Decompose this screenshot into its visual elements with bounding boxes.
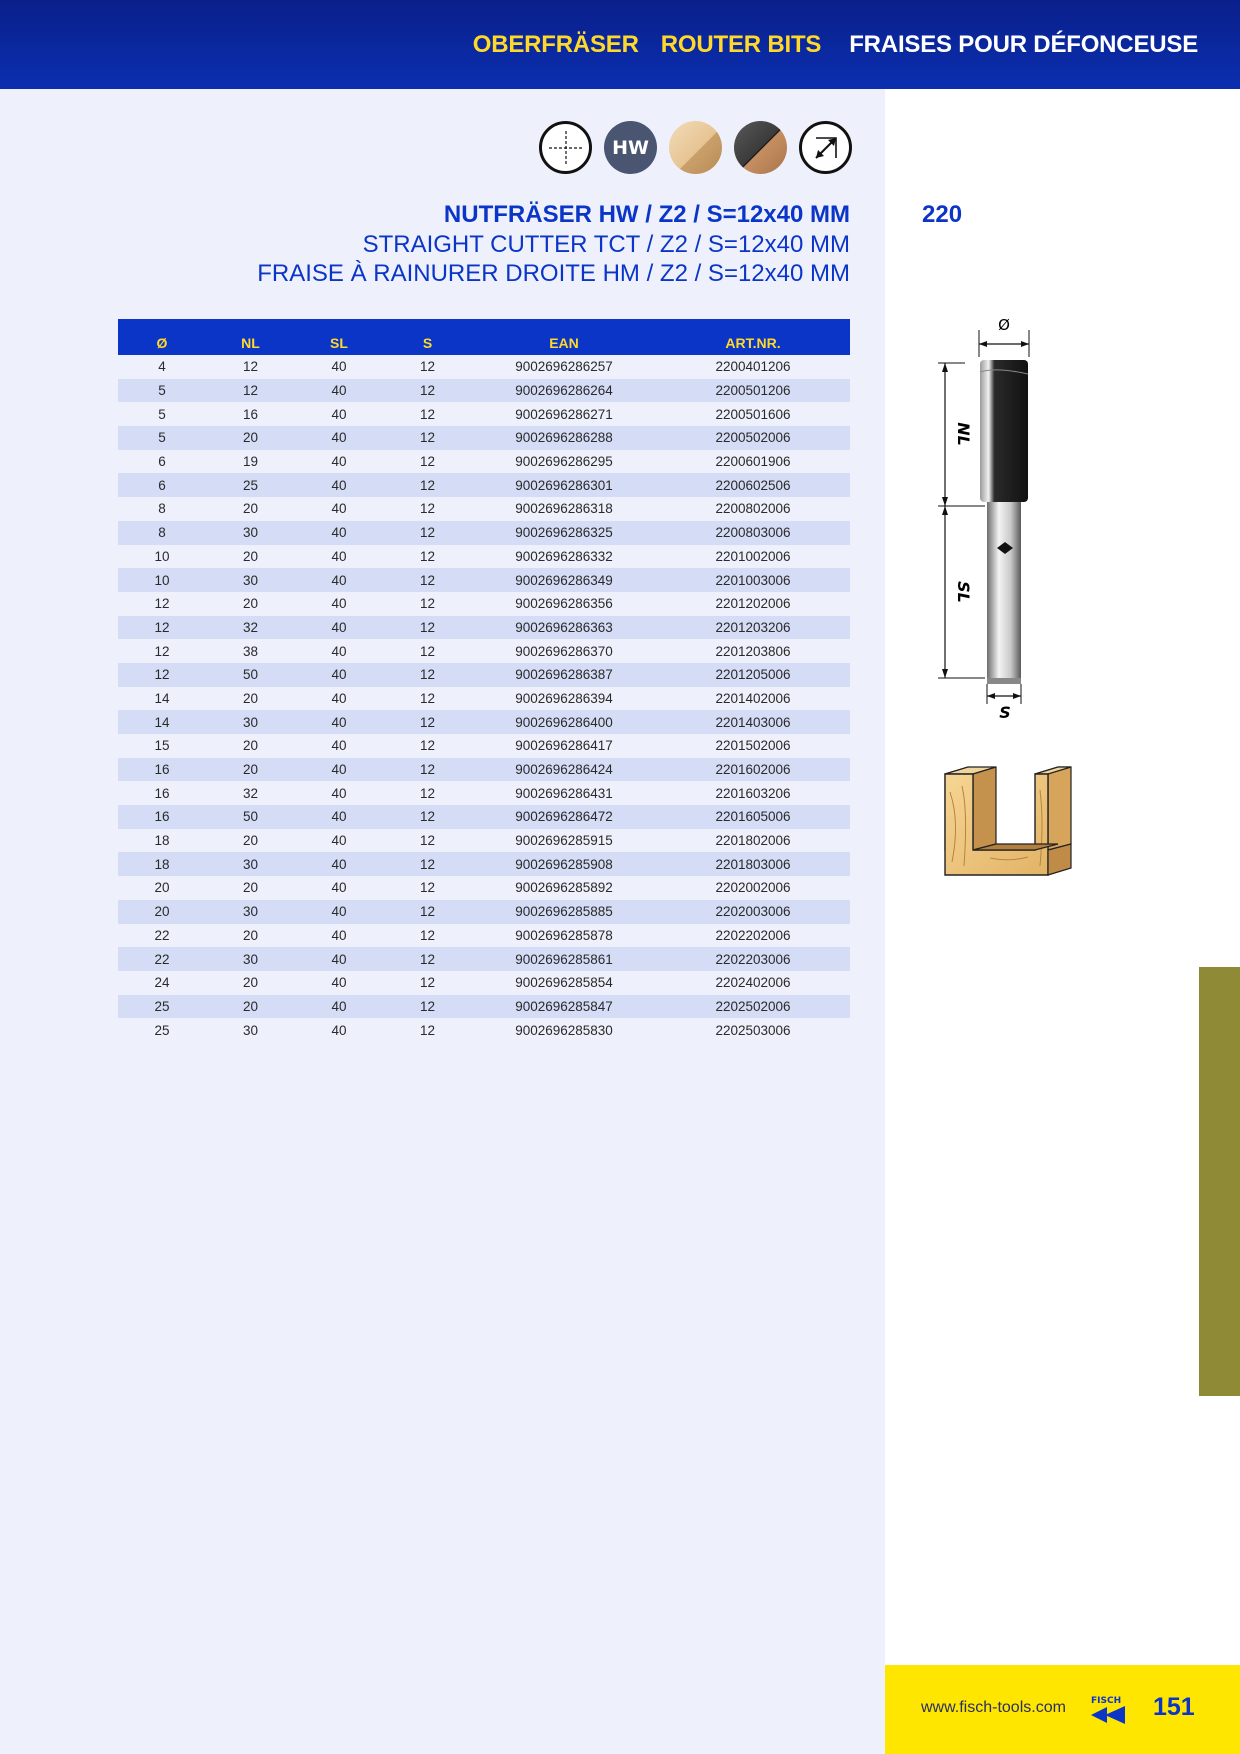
table-cell: 2201502006 [656, 734, 850, 758]
table-cell: 6 [118, 473, 206, 497]
table-cell: 40 [295, 829, 383, 853]
table-cell: 40 [295, 450, 383, 474]
table-cell: 12 [383, 734, 472, 758]
table-cell: 40 [295, 971, 383, 995]
table-cell: 15 [118, 734, 206, 758]
header-title-de: OBERFRÄSER [472, 30, 639, 58]
table-cell: 2201402006 [656, 687, 850, 711]
table-cell: 10 [118, 545, 206, 569]
page-number: 151 [1153, 1693, 1195, 1721]
table-cell: 40 [295, 426, 383, 450]
sl-label: SL [954, 581, 973, 603]
header-bar [0, 0, 1240, 89]
table-cell: 20 [118, 876, 206, 900]
table-cell: 20 [206, 924, 295, 948]
groove-profile-drawing [940, 762, 1076, 880]
table-cell: 2200803006 [656, 521, 850, 545]
table-cell: 24 [118, 971, 206, 995]
table-row [118, 924, 850, 948]
table-cell: 9002696285915 [472, 829, 656, 853]
nl-label: NL [954, 422, 973, 446]
table-cell: 30 [206, 710, 295, 734]
router-bit-drawing [925, 312, 1045, 722]
table-cell: 40 [295, 616, 383, 640]
table-row [118, 426, 850, 450]
table-cell: 12 [383, 402, 472, 426]
table-cell: 20 [118, 900, 206, 924]
table-cell: 10 [118, 568, 206, 592]
table-cell: 20 [206, 758, 295, 782]
table-cell: 2202503006 [656, 1018, 850, 1042]
table-cell: 2200501206 [656, 379, 850, 403]
table-row [118, 734, 850, 758]
table-cell: 2200401206 [656, 355, 850, 379]
table-cell: 5 [118, 379, 206, 403]
s-label: S [999, 703, 1011, 722]
table-cell: 12 [383, 829, 472, 853]
table-cell: 40 [295, 805, 383, 829]
table-cell: 40 [295, 734, 383, 758]
table-cell: 2202402006 [656, 971, 850, 995]
table-cell: 2202502006 [656, 995, 850, 1019]
table-row [118, 805, 850, 829]
logo-text: FISCH [1091, 1696, 1122, 1706]
table-cell: 16 [118, 781, 206, 805]
diameter-label: Ø [998, 316, 1010, 334]
table-cell: 2201003006 [656, 568, 850, 592]
col-header-ean: EAN [472, 319, 656, 355]
table-row [118, 450, 850, 474]
table-cell: 2202202006 [656, 924, 850, 948]
table-cell: 9002696286271 [472, 402, 656, 426]
table-cell: 9002696285854 [472, 971, 656, 995]
table-cell: 12 [383, 710, 472, 734]
table-cell: 2202203006 [656, 947, 850, 971]
product-title-en: STRAIGHT CUTTER TCT / Z2 / S=12x40 MM [362, 231, 850, 258]
table-cell: 12 [383, 426, 472, 450]
table-cell: 12 [383, 616, 472, 640]
section-tab [1199, 967, 1240, 1396]
table-cell: 40 [295, 687, 383, 711]
table-cell: 20 [206, 971, 295, 995]
table-cell: 22 [118, 924, 206, 948]
table-cell: 30 [206, 1018, 295, 1042]
table-cell: 9002696286431 [472, 781, 656, 805]
table-cell: 22 [118, 947, 206, 971]
table-cell: 32 [206, 616, 295, 640]
table-row [118, 616, 850, 640]
table-cell: 40 [295, 497, 383, 521]
table-row [118, 710, 850, 734]
product-titles [257, 200, 850, 288]
table-cell: 2201602006 [656, 758, 850, 782]
table-cell: 2200502006 [656, 426, 850, 450]
table-cell: 12 [383, 473, 472, 497]
table-cell: 9002696285847 [472, 995, 656, 1019]
header-title-en: ROUTER BITS [660, 30, 822, 58]
table-cell: 40 [295, 639, 383, 663]
table-cell: 12 [383, 639, 472, 663]
table-cell: 2200601906 [656, 450, 850, 474]
table-cell: 16 [118, 805, 206, 829]
table-cell: 2201403006 [656, 710, 850, 734]
table-row [118, 402, 850, 426]
fisch-logo-icon [1089, 1693, 1133, 1727]
table-row [118, 687, 850, 711]
table-cell: 9002696286349 [472, 568, 656, 592]
table-cell: 12 [383, 545, 472, 569]
table-cell: 40 [295, 710, 383, 734]
table-cell: 40 [295, 758, 383, 782]
table-header-row [118, 319, 850, 355]
table-cell: 40 [295, 568, 383, 592]
table-cell: 2200602506 [656, 473, 850, 497]
table-cell: 40 [295, 521, 383, 545]
table-cell: 40 [295, 402, 383, 426]
table-cell: 9002696286417 [472, 734, 656, 758]
table-cell: 12 [383, 971, 472, 995]
table-cell: 2200501606 [656, 402, 850, 426]
table-row [118, 568, 850, 592]
table-cell: 20 [206, 545, 295, 569]
product-title-de: NUTFRÄSER HW / Z2 / S=12x40 MM [443, 201, 850, 228]
col-header-sl: SL [295, 319, 383, 355]
table-row [118, 995, 850, 1019]
table-cell: 12 [206, 355, 295, 379]
table-cell: 30 [206, 568, 295, 592]
feature-icons [539, 121, 852, 174]
table-cell: 12 [383, 355, 472, 379]
table-cell: 9002696286363 [472, 616, 656, 640]
footer-url[interactable]: www.fisch-tools.com [921, 1699, 1066, 1716]
crosshair-icon [539, 121, 592, 174]
table-cell: 40 [295, 473, 383, 497]
table-cell: 12 [118, 592, 206, 616]
table-cell: 12 [118, 639, 206, 663]
table-row [118, 497, 850, 521]
laminate-icon [734, 121, 787, 174]
table-cell: 2201002006 [656, 545, 850, 569]
table-cell: 2202003006 [656, 900, 850, 924]
table-cell: 9002696285861 [472, 947, 656, 971]
table-cell: 20 [206, 734, 295, 758]
table-row [118, 521, 850, 545]
table-cell: 40 [295, 1018, 383, 1042]
table-row [118, 758, 850, 782]
table-cell: 40 [295, 592, 383, 616]
table-row [118, 852, 850, 876]
table-row [118, 592, 850, 616]
table-cell: 8 [118, 521, 206, 545]
table-cell: 12 [383, 900, 472, 924]
table-cell: 12 [383, 497, 472, 521]
header-title-fr: FRAISES POUR DÉFONCEUSE [849, 30, 1198, 58]
table-cell: 12 [383, 1018, 472, 1042]
table-cell: 25 [118, 995, 206, 1019]
table-cell: 2201605006 [656, 805, 850, 829]
table-cell: 9002696286400 [472, 710, 656, 734]
table-cell: 20 [206, 592, 295, 616]
table-cell: 30 [206, 852, 295, 876]
table-cell: 9002696286325 [472, 521, 656, 545]
table-cell: 12 [383, 995, 472, 1019]
table-cell: 9002696286424 [472, 758, 656, 782]
table-cell: 14 [118, 687, 206, 711]
product-table [118, 319, 850, 1042]
table-cell: 40 [295, 876, 383, 900]
table-cell: 20 [206, 876, 295, 900]
product-title-fr: FRAISE À RAINURER DROITE HM / Z2 / S=12x40 MM [257, 260, 850, 287]
table-row [118, 473, 850, 497]
table-cell: 40 [295, 545, 383, 569]
table-cell: 9002696286370 [472, 639, 656, 663]
table-cell: 9002696285878 [472, 924, 656, 948]
table-cell: 6 [118, 450, 206, 474]
table-cell: 9002696286356 [472, 592, 656, 616]
table-cell: 19 [206, 450, 295, 474]
table-cell: 9002696286318 [472, 497, 656, 521]
table-cell: 40 [295, 781, 383, 805]
table-cell: 2201803006 [656, 852, 850, 876]
table-cell: 9002696286394 [472, 687, 656, 711]
table-cell: 16 [118, 758, 206, 782]
table-cell: 9002696286288 [472, 426, 656, 450]
col-header-artnr: ART.NR. [656, 319, 850, 355]
table-cell: 20 [206, 687, 295, 711]
table-cell: 5 [118, 402, 206, 426]
table-cell: 40 [295, 900, 383, 924]
table-cell: 40 [295, 355, 383, 379]
table-cell: 12 [383, 592, 472, 616]
table-cell: 12 [383, 450, 472, 474]
table-cell: 14 [118, 710, 206, 734]
table-cell: 2200802006 [656, 497, 850, 521]
table-cell: 50 [206, 663, 295, 687]
table-cell: 12 [118, 663, 206, 687]
product-number: 220 [922, 201, 963, 228]
table-cell: 9002696285830 [472, 1018, 656, 1042]
table-cell: 12 [383, 781, 472, 805]
table-row [118, 1018, 850, 1042]
table-cell: 9002696286264 [472, 379, 656, 403]
table-cell: 40 [295, 924, 383, 948]
table-cell: 9002696286387 [472, 663, 656, 687]
table-cell: 20 [206, 995, 295, 1019]
table-row [118, 639, 850, 663]
table-cell: 2201603206 [656, 781, 850, 805]
table-cell: 8 [118, 497, 206, 521]
table-cell: 20 [206, 426, 295, 450]
hw-badge-icon [604, 121, 657, 174]
table-cell: 12 [383, 805, 472, 829]
table-cell: 38 [206, 639, 295, 663]
table-row [118, 379, 850, 403]
table-cell: 9002696285892 [472, 876, 656, 900]
table-row [118, 781, 850, 805]
col-header-diameter: Ø [118, 319, 206, 355]
table-cell: 30 [206, 947, 295, 971]
table-row [118, 545, 850, 569]
table-cell: 40 [295, 663, 383, 687]
table-cell: 12 [383, 758, 472, 782]
table-cell: 12 [383, 521, 472, 545]
table-cell: 12 [206, 379, 295, 403]
table-cell: 30 [206, 900, 295, 924]
table-cell: 16 [206, 402, 295, 426]
table-cell: 2201205006 [656, 663, 850, 687]
table-row [118, 971, 850, 995]
table-cell: 40 [295, 947, 383, 971]
table-cell: 9002696285908 [472, 852, 656, 876]
table-cell: 2202002006 [656, 876, 850, 900]
table-cell: 18 [118, 829, 206, 853]
table-cell: 12 [118, 616, 206, 640]
table-row [118, 663, 850, 687]
table-cell: 12 [383, 876, 472, 900]
table-cell: 2201802006 [656, 829, 850, 853]
table-cell: 9002696286301 [472, 473, 656, 497]
table-cell: 9002696286295 [472, 450, 656, 474]
table-cell: 25 [206, 473, 295, 497]
table-cell: 20 [206, 829, 295, 853]
table-cell: 5 [118, 426, 206, 450]
table-cell: 40 [295, 995, 383, 1019]
table-cell: 12 [383, 568, 472, 592]
table-cell: 9002696286472 [472, 805, 656, 829]
softwood-icon [669, 121, 722, 174]
table-cell: 9002696285885 [472, 900, 656, 924]
col-header-s: S [383, 319, 472, 355]
table-row [118, 947, 850, 971]
table-cell: 18 [118, 852, 206, 876]
table-cell: 30 [206, 521, 295, 545]
table-cell: 12 [383, 663, 472, 687]
table-cell: 4 [118, 355, 206, 379]
hw-badge-label: HW [612, 136, 649, 159]
table-cell: 12 [383, 947, 472, 971]
diagonal-arrow-icon [799, 121, 852, 174]
table-cell: 12 [383, 379, 472, 403]
footer-bar [885, 1665, 1240, 1754]
table-cell: 25 [118, 1018, 206, 1042]
table-cell: 9002696286332 [472, 545, 656, 569]
table-cell: 2201202006 [656, 592, 850, 616]
table-cell: 50 [206, 805, 295, 829]
table-row [118, 876, 850, 900]
table-cell: 9002696286257 [472, 355, 656, 379]
table-cell: 12 [383, 687, 472, 711]
table-cell: 40 [295, 852, 383, 876]
table-cell: 2201203206 [656, 616, 850, 640]
table-cell: 12 [383, 852, 472, 876]
table-cell: 20 [206, 497, 295, 521]
table-cell: 32 [206, 781, 295, 805]
table-cell: 40 [295, 379, 383, 403]
table-cell: 12 [383, 924, 472, 948]
table-cell: 2201203806 [656, 639, 850, 663]
table-row [118, 355, 850, 379]
col-header-nl: NL [206, 319, 295, 355]
table-row [118, 829, 850, 853]
table-row [118, 900, 850, 924]
